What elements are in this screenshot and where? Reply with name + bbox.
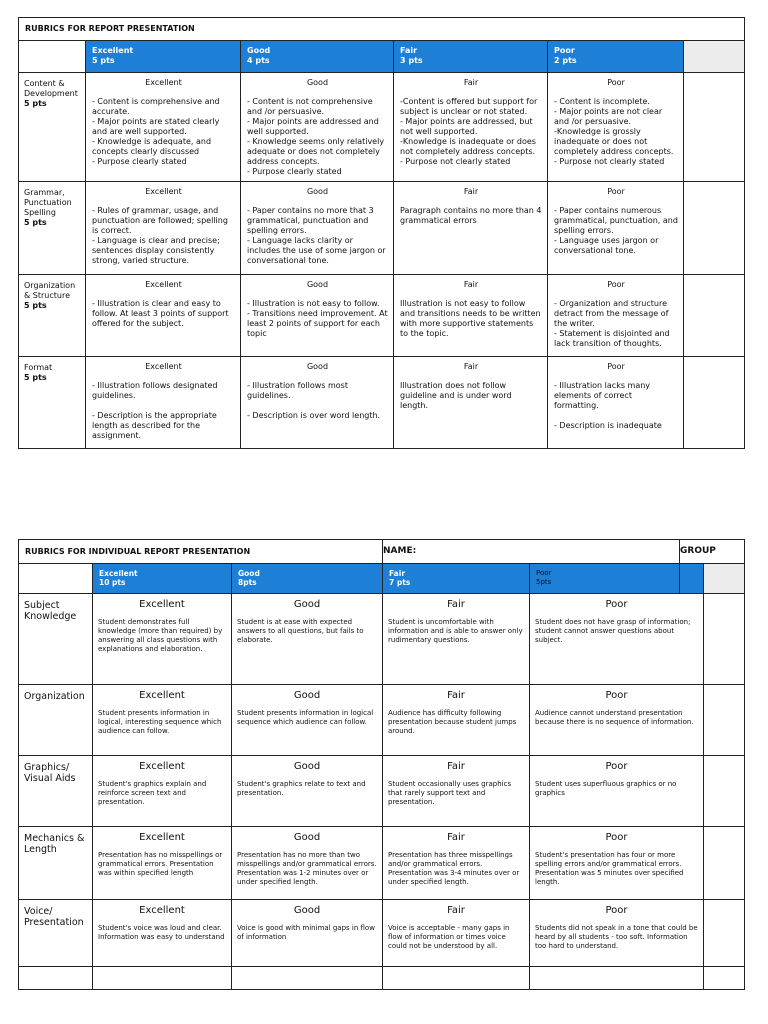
rubric-cell (383, 756, 530, 827)
table-row (19, 275, 745, 357)
blank-cell[interactable] (232, 967, 383, 990)
rubric-cell (394, 73, 548, 182)
rubric-cell (93, 594, 232, 685)
descriptor-text: Audience has difficulty following presentation because student jumps around. (388, 709, 517, 735)
level-label: Excellent (139, 832, 185, 843)
level-label: Good (293, 599, 321, 610)
criterion-name: Format (24, 363, 53, 372)
descriptor-text: Student's graphics relate to text and presentation. (237, 780, 366, 797)
descriptor-text: Student uses superfluous graphics or no graphics (535, 780, 677, 797)
rubric-cell (93, 685, 232, 756)
level-label: Good (293, 832, 321, 843)
rubric-cell (530, 756, 704, 827)
level-label: Excellent (145, 280, 182, 289)
level-label: Poor (607, 78, 625, 87)
descriptor-text: Presentation has three misspellings and/or grammatical errors. Presentation was 3-4 minutes over or under specified length. (388, 851, 520, 886)
descriptor-text: - Rules of grammar, usage, and punctuation are followed; spelling is correct. - Language is clear and precise; sentences display consistently strong, varied structure. (92, 206, 228, 265)
header-excellent: Excellent 10 pts (93, 564, 232, 594)
descriptor-text: Voice is acceptable - many gaps in flow of information or times voice could not be understood by all. (388, 924, 510, 950)
level-label: Poor (607, 280, 625, 289)
descriptor-text: Student demonstrates full knowledge (more than required) by answering all class questions with explanations and elaboration. (98, 618, 223, 653)
score-cell[interactable] (684, 357, 745, 449)
level-label: Fair (447, 905, 465, 916)
rubric-title: RUBRICS FOR REPORT PRESENTATION (19, 18, 745, 41)
blank-cell[interactable] (530, 967, 704, 990)
rubric-cell (383, 594, 530, 685)
table-row (19, 900, 745, 967)
blank-cell[interactable] (704, 967, 745, 990)
header-blank (19, 41, 86, 73)
header-empty (684, 41, 745, 73)
rubric-cell (241, 73, 394, 182)
descriptor-text: Student presents information in logical, interesting sequence which audience can follow. (98, 709, 222, 735)
criterion-label: Voice/ Presentation (19, 900, 93, 967)
criterion-label (19, 182, 86, 275)
criterion-name: Content & Development (24, 79, 78, 98)
rubric-cell (241, 275, 394, 357)
level-label: Good (293, 761, 321, 772)
criterion-label (19, 357, 86, 449)
descriptor-text: Student presents information in logical sequence which audience can follow. (237, 709, 374, 726)
score-cell[interactable] (704, 827, 745, 900)
rubric-cell (241, 357, 394, 449)
rubric-cell (383, 685, 530, 756)
score-cell[interactable] (684, 182, 745, 275)
level-label: Poor (605, 761, 628, 772)
rubric-cell (93, 827, 232, 900)
criterion-name: Grammar, Punctuation Spelling (24, 188, 72, 217)
rubric-cell (394, 357, 548, 449)
header-empty (704, 564, 745, 594)
level-label: Fair (463, 187, 479, 196)
table-row (19, 182, 745, 275)
blank-cell[interactable] (93, 967, 232, 990)
table-row (19, 756, 745, 827)
descriptor-text: - Illustration lacks many elements of correct formatting. - Description is inadequate (554, 381, 662, 430)
descriptor-text: - Illustration is not easy to follow. - Transitions need improvement. At least 2 points of support for each topic (247, 299, 388, 338)
level-label: Poor (605, 599, 628, 610)
level-label: Good (306, 187, 329, 196)
level-label: Good (293, 690, 321, 701)
level-label: Poor (605, 690, 628, 701)
rubric-cell (86, 357, 241, 449)
level-label: Excellent (139, 690, 185, 701)
header-good: Good 8pts (232, 564, 383, 594)
level-label: Poor (607, 187, 625, 196)
rubric-cell (394, 182, 548, 275)
name-field[interactable]: NAME: (383, 540, 680, 564)
level-label: Good (306, 280, 329, 289)
rubric-cell (93, 900, 232, 967)
level-label: Poor (605, 905, 628, 916)
descriptor-text: - Content is not comprehensive and /or persuasive. - Major points are addressed and well supported. - Knowledge seems only relatively adequate or does not completely address concepts. - Purpose clearly stated (247, 97, 385, 176)
score-cell[interactable] (704, 900, 745, 967)
rubric-cell (93, 756, 232, 827)
header-blue-tail (680, 564, 704, 594)
descriptor-text: Student occasionally uses graphics that rarely support text and presentation. (388, 780, 512, 806)
descriptor-text: Student is at ease with expected answers to all questions, but fails to elaborate. (237, 618, 364, 644)
rubric-cell (86, 182, 241, 275)
score-cell[interactable] (704, 594, 745, 685)
level-label: Fair (463, 78, 479, 87)
descriptor-text: - Content is incomplete. - Major points are not clear and /or persuasive. -Knowledge is grossly inadequate or does not completely address concepts. - Purpose not clearly stated (554, 97, 674, 166)
rubric-cell (530, 827, 704, 900)
descriptor-text: Illustration does not follow guideline and is under word length. (400, 381, 512, 410)
level-label: Excellent (139, 599, 185, 610)
blank-cell[interactable] (19, 967, 93, 990)
rubric-cell (394, 275, 548, 357)
rubric-cell (232, 756, 383, 827)
criterion-points: 5 pts (24, 373, 47, 382)
header-excellent: Excellent 5 pts (86, 41, 241, 73)
rubric-cell (548, 275, 684, 357)
level-label: Good (306, 362, 329, 371)
rubric-cell (232, 827, 383, 900)
rubric-cell (86, 275, 241, 357)
header-good: Good 4 pts (241, 41, 394, 73)
criterion-name: Organization & Structure (24, 281, 76, 300)
descriptor-text: - Illustration follows designated guidelines. - Description is the appropriate length as described for the assignment. (92, 381, 218, 440)
rubric-cell (86, 73, 241, 182)
rubric-cell (530, 685, 704, 756)
criterion-label: Graphics/ Visual Aids (19, 756, 93, 827)
header-blank (19, 564, 93, 594)
descriptor-text: Student's voice was loud and clear. Information was easy to understand (98, 924, 225, 941)
level-label: Excellent (145, 362, 182, 371)
rubric-cell (548, 182, 684, 275)
rubric-cell (232, 594, 383, 685)
level-label: Poor (605, 832, 628, 843)
level-label: Excellent (139, 761, 185, 772)
descriptor-text: Student's graphics explain and reinforce screen text and presentation. (98, 780, 207, 806)
descriptor-text: Students did not speak in a tone that could be heard by all students - too soft. Information too hard to understand. (535, 924, 698, 950)
blank-cell[interactable] (383, 967, 530, 990)
level-label: Excellent (139, 905, 185, 916)
descriptor-text: -Content is offered but support for subject is unclear or not stated. - Major points are addressed, but not well supported. -Knowledge is inadequate or does not completely address concepts. - Purpose not clearly stated (400, 97, 538, 166)
descriptor-text: - Paper contains no more that 3 grammatical, punctuation and spelling errors. - Language lacks clarity or includes the use of some jargon or conversational tone. (247, 206, 386, 265)
table-row (19, 594, 745, 685)
level-label: Fair (447, 599, 465, 610)
descriptor-text: - Illustration is clear and easy to follow. At least 3 points of support offered for the subject. (92, 299, 229, 328)
rubric-cell (232, 900, 383, 967)
descriptor-text: Student's presentation has four or more spelling errors and/or grammatical errors. Presentation was 5 minutes over specified length. (535, 851, 684, 886)
criterion-label: Mechanics & Length (19, 827, 93, 900)
criterion-points: 5 pts (24, 218, 47, 227)
descriptor-text: Audience cannot understand presentation because there is no sequence of information. (535, 709, 694, 726)
level-label: Fair (463, 362, 479, 371)
descriptor-text: - Paper contains numerous grammatical, punctuation, and spelling errors. - Language uses jargon or conversational tone. (554, 206, 678, 255)
score-cell[interactable] (704, 756, 745, 827)
score-cell[interactable] (684, 275, 745, 357)
header-fair: Fair 3 pts (394, 41, 548, 73)
header-poor: Poor 5pts (530, 564, 680, 594)
descriptor-text: - Illustration follows most guidelines. - Description is over word length. (247, 381, 381, 420)
level-label: Fair (447, 690, 465, 701)
level-label: Fair (463, 280, 479, 289)
table-row (19, 685, 745, 756)
descriptor-text: - Content is comprehensive and accurate. - Major points are stated clearly and are well supported. - Knowledge is adequate, and concepts clearly discussed - Purpose clearly stated (92, 97, 220, 166)
descriptor-text: Paragraph contains no more than 4 grammatical errors (400, 206, 542, 225)
table-row (19, 73, 745, 182)
rubric-cell (241, 182, 394, 275)
criterion-label (19, 275, 86, 357)
blank-row (19, 967, 745, 990)
rubric-cell (383, 900, 530, 967)
descriptor-text: Illustration is not easy to follow and transitions needs to be written with more supportive statements to the topic. (400, 299, 541, 338)
report-presentation-rubric (18, 17, 745, 449)
descriptor-text: Student is uncomfortable with information and is able to answer only rudimentary questions. (388, 618, 523, 644)
level-label: Excellent (145, 187, 182, 196)
rubric-cell (383, 827, 530, 900)
level-label: Fair (447, 761, 465, 772)
table-row (19, 827, 745, 900)
level-label: Good (293, 905, 321, 916)
criterion-points: 5 pts (24, 99, 47, 108)
rubric-cell (548, 73, 684, 182)
criterion-label: Subject Knowledge (19, 594, 93, 685)
level-label: Fair (447, 832, 465, 843)
criterion-label (19, 73, 86, 182)
score-cell[interactable] (684, 73, 745, 182)
rubric-cell (548, 357, 684, 449)
descriptor-text: - Organization and structure detract from the message of the writer. - Statement is disjointed and lack transition of thoughts. (554, 299, 670, 348)
level-label: Excellent (145, 78, 182, 87)
group-field[interactable]: GROUP (680, 540, 745, 564)
level-label: Poor (607, 362, 625, 371)
header-poor: Poor 2 pts (548, 41, 684, 73)
rubric-cell (530, 594, 704, 685)
descriptor-text: Student does not have grasp of information; student cannot answer questions about subject. (535, 618, 691, 644)
header-fair: Fair 7 pts (383, 564, 530, 594)
table-row (19, 357, 745, 449)
level-label: Good (306, 78, 329, 87)
descriptor-text: Voice is good with minimal gaps in flow of information (237, 924, 375, 941)
individual-presentation-rubric (18, 539, 745, 990)
criterion-label: Organization (19, 685, 93, 756)
descriptor-text: Presentation has no misspellings or grammatical errors. Presentation was within specified length (98, 851, 223, 877)
rubric-cell (232, 685, 383, 756)
rubric-cell (530, 900, 704, 967)
descriptor-text: Presentation has no more than two misspellings and/or grammatical errors. Presentation was 1-2 minutes over or under specified length. (237, 851, 377, 886)
rubric-title: RUBRICS FOR INDIVIDUAL REPORT PRESENTATION (19, 540, 383, 564)
score-cell[interactable] (704, 685, 745, 756)
criterion-points: 5 pts (24, 301, 47, 310)
